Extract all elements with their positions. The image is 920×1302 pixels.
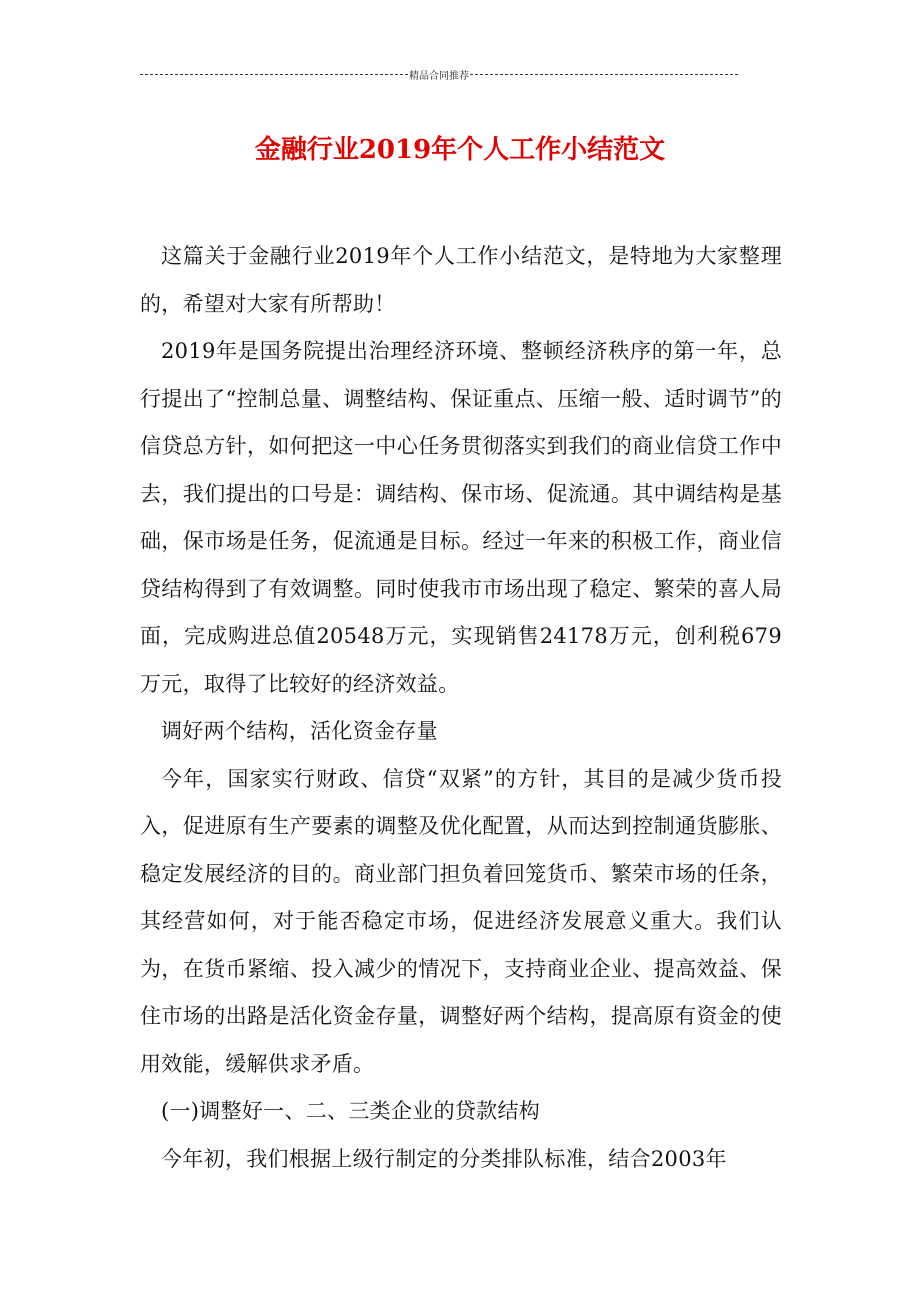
header-dash-right xyxy=(470,74,738,75)
paragraph-classification: 今年初，我们根据上级行制定的分类排队标准，结合2003年 xyxy=(161,1146,727,1171)
document-body xyxy=(140,233,782,1183)
document-title: 金融行业2019年个人工作小结范文 xyxy=(254,135,666,166)
paragraph-intro: 这篇关于金融行业2019年个人工作小结范文，是特地为大家整理的，希望对大家有所帮助！ xyxy=(140,244,782,316)
header-divider xyxy=(140,66,738,82)
subsection-heading: (一)调整好一、二、三类企业的贷款结构 xyxy=(161,1099,541,1123)
header-dash-left xyxy=(140,74,408,75)
section-heading: 调好两个结构，活化资金存量 xyxy=(161,719,438,743)
paragraph-policy: 今年，国家实行财政、信贷“双紧”的方针，其目的是减少货币投入，促进原有生产要素的调整及优化配置，从而达到控制通货膨胀、稳定发展经济的目的。商业部门担负着回笼货币、繁荣市场的任条，其经营如何，对于能否稳定市场，促进经济发展意义重大。我们认为，在货币紧缩、投入减少的情况下，支持商业企业、提高效益、保住市场的出路是活化资金存量，调整好两个结构，提高原有资金的使用效能，缓解供求矛盾。 xyxy=(140,766,782,1076)
paragraph-overview: 2019年是国务院提出治理经济环境、整顿经济秩序的第一年，总行提出了“控制总量、调整结构、保证重点、压缩一般、适时调节”的信贷总方针，如何把这一中心任务贯彻落实到我们的商业信贷工作中去，我们提出的口号是：调结构、保市场、促流通。其中调结构是基础，保市场是任务，促流通是目标。经过一年来的积极工作，商业信贷结构得到了有效调整。同时使我市市场出现了稳定、繁荣的喜人局面，完成购进总值20548万元，实现销售24178万元，创利税679万元，取得了比较好的经济效益。 xyxy=(140,339,782,696)
header-label: 精品合同推荐 xyxy=(409,70,469,82)
